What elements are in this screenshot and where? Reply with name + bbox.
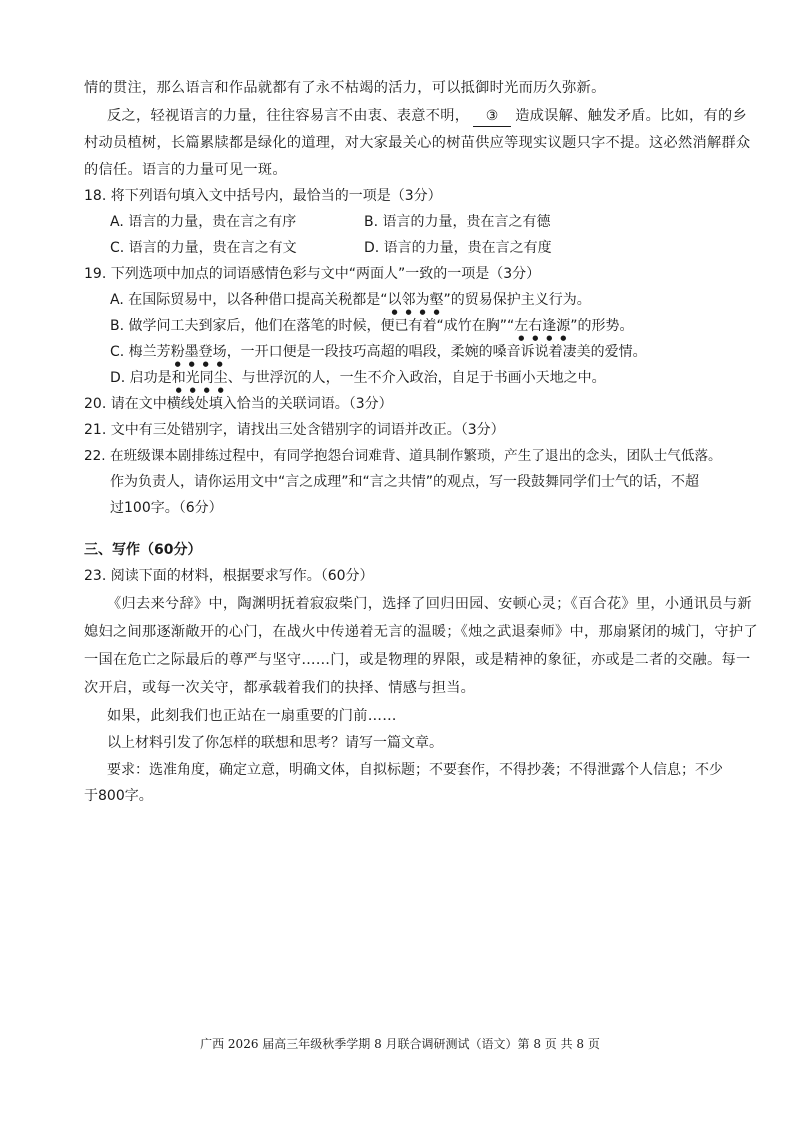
- q19-stem: 19. 下列选项中加点的词语感情色彩与文中“两面人”一致的一项是（3分）: [84, 266, 541, 282]
- q23-prompt: 以上材料引发了你怎样的联想和思考？请写一篇文章。: [107, 735, 443, 751]
- q19-a-post: ”的贸易保护主义行为。: [443, 292, 591, 308]
- passage-line-4: 的信任。语言的力量可见一斑。: [84, 162, 287, 178]
- q19-option-d: [110, 368, 606, 394]
- passage-line-1: 情的贯注，那么语言和作品就都有了永不枯竭的活力，可以抵御时光而历久弥新。: [84, 80, 606, 96]
- q19-c-dotted: 粉墨登场: [170, 344, 227, 360]
- page-footer: 广西 2026 届高三年级秋季学期 8 月联合调研测试（语文）第 8 页 共 8 页: [200, 1037, 600, 1051]
- passage-line-2-post: 造成误解、触发矛盾。比如，有的乡: [515, 108, 748, 124]
- q22-line-1: 22. 在班级课本剧排练过程中，有同学抱怨台词难背、道具制作繁琐，产生了退出的念头，团队士气低落。: [84, 448, 722, 464]
- passage-line-3: 村动员植树，长篇累牍都是绿化的道理，对大家最关心的树苗供应等现实议题只字不提。这必然消解群众: [84, 135, 751, 151]
- q19-a-dotted: 以邻为壑: [387, 292, 444, 308]
- q19-d-dotted: 和光同尘: [171, 370, 228, 386]
- q23-material-1: 《归去来兮辞》中，陶渊明抚着寂寂柴门，选择了回归田园、安顿心灵；《百合花》里，小通讯员与新: [107, 596, 752, 612]
- q19-d-post: 、与世浮沉的人，一生不介入政治，自足于书画小天地之中。: [227, 370, 606, 386]
- blank-3: ③: [473, 106, 511, 127]
- q18-stem: 18. 将下列语句填入文中括号内，最恰当的一项是（3分）: [84, 188, 442, 204]
- q18-option-d: D. 语言的力量，贵在言之有度: [364, 240, 552, 256]
- passage-line-2-pre: 反之，轻视语言的力量，往往容易言不由衷、表意不明，: [107, 108, 470, 124]
- q19-b-post: ”的形势。: [570, 318, 634, 334]
- q23-stem: 23. 阅读下面的材料，根据要求写作。（60分）: [84, 568, 374, 584]
- q19-option-a: [110, 290, 591, 316]
- q19-b-pre: B. 做学问工夫到家后，他们在落笔的时候，便已有着“成竹在胸”“: [110, 318, 515, 334]
- q19-c-pre: C. 梅兰芳: [110, 344, 171, 360]
- q18-option-b: B. 语言的力量，贵在言之有德: [364, 214, 551, 230]
- q20-stem: 20. 请在文中横线处填入恰当的关联词语。（3分）: [84, 396, 393, 412]
- q19-option-c: [110, 342, 647, 368]
- q23-requirements-1: 要求：选准角度，确定立意，明确文体，自拟标题；不要套作，不得抄袭；不得泄露个人信息；不少: [107, 762, 723, 778]
- q19-option-b: [110, 316, 634, 342]
- q18-option-c: C. 语言的力量，贵在言之有文: [110, 240, 297, 256]
- q22-line-3: 过100字。（6分）: [110, 500, 223, 516]
- q23-material-2: 媳妇之间那逐渐敞开的心门，在战火中传递着无言的温暖；《烛之武退秦师》中，那扇紧闭的城门，守护了: [84, 624, 758, 640]
- q18-option-a: A. 语言的力量，贵在言之有序: [110, 214, 297, 230]
- q22-line-2: 作为负责人，请你运用文中“言之成理”和“言之共情”的观点，写一段鼓舞同学们士气的话，不超: [110, 474, 700, 490]
- q23-requirements-2: 于800字。: [84, 788, 153, 804]
- q23-material-4: 次开启，或每一次关守，都承载着我们的抉择、情感与担当。: [84, 680, 476, 696]
- section-writing-heading: 三、写作（60分）: [84, 542, 202, 558]
- q19-b-dotted: 左右逢源: [514, 318, 571, 334]
- passage-line-2: [107, 106, 747, 127]
- q19-a-pre: A. 在国际贸易中，以各种借口提高关税都是“: [110, 292, 388, 308]
- q23-material-5: 如果，此刻我们也正站在一扇重要的门前……: [107, 708, 397, 724]
- q21-stem: 21. 文中有三处错别字，请找出三处含错别字的词语并改正。（3分）: [84, 422, 505, 438]
- q19-c-post: ，一开口便是一段技巧高超的唱段，柔婉的嗓音诉说着凄美的爱情。: [226, 344, 647, 360]
- q23-material-3: 一国在危亡之际最后的尊严与坚守……门，或是物理的界限，或是精神的象征，亦或是二者的交融。每一: [84, 652, 751, 668]
- q19-d-pre: D. 启功是: [110, 370, 172, 386]
